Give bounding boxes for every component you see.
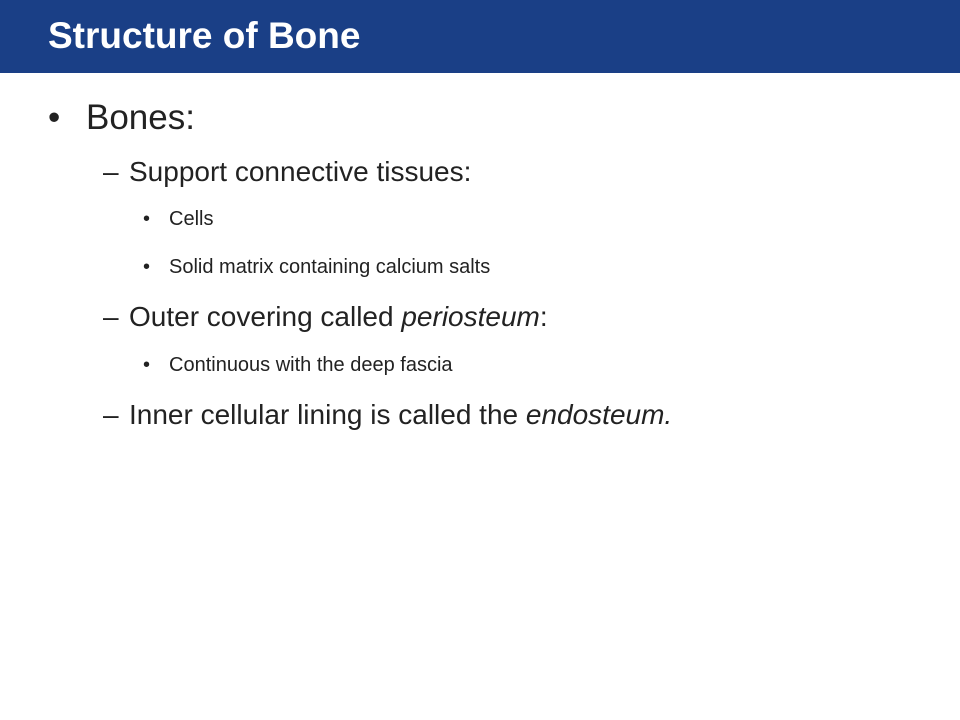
subsub-text: Continuous with the deep fascia [169, 354, 453, 376]
bullet-marker: • [48, 98, 61, 137]
subsub-text: Solid matrix containing calcium salts [169, 256, 491, 278]
dash-marker: – [103, 156, 119, 187]
subbullet-text-before: Outer covering called [129, 301, 402, 332]
subbullet-text [129, 398, 672, 432]
slide-title: Structure of Bone [48, 15, 361, 56]
subbullet-text-before: Inner cellular lining is called the [129, 399, 526, 430]
subbullet-text-after: : [539, 301, 548, 332]
bullet-marker: • [143, 354, 151, 376]
term-endosteum: endosteum. [525, 399, 673, 430]
bullet-text: Bones: [86, 98, 195, 137]
dash-marker: – [103, 399, 119, 430]
subsub-text: Cells [169, 208, 214, 230]
bullet-marker: • [143, 256, 151, 278]
title-bar [0, 0, 960, 73]
term-periosteum: periosteum [401, 301, 540, 332]
dash-marker: – [103, 301, 119, 332]
subbullet-text [129, 300, 548, 334]
subbullet-text: Support connective tissues: [129, 156, 472, 187]
bullet-marker: • [143, 208, 151, 230]
